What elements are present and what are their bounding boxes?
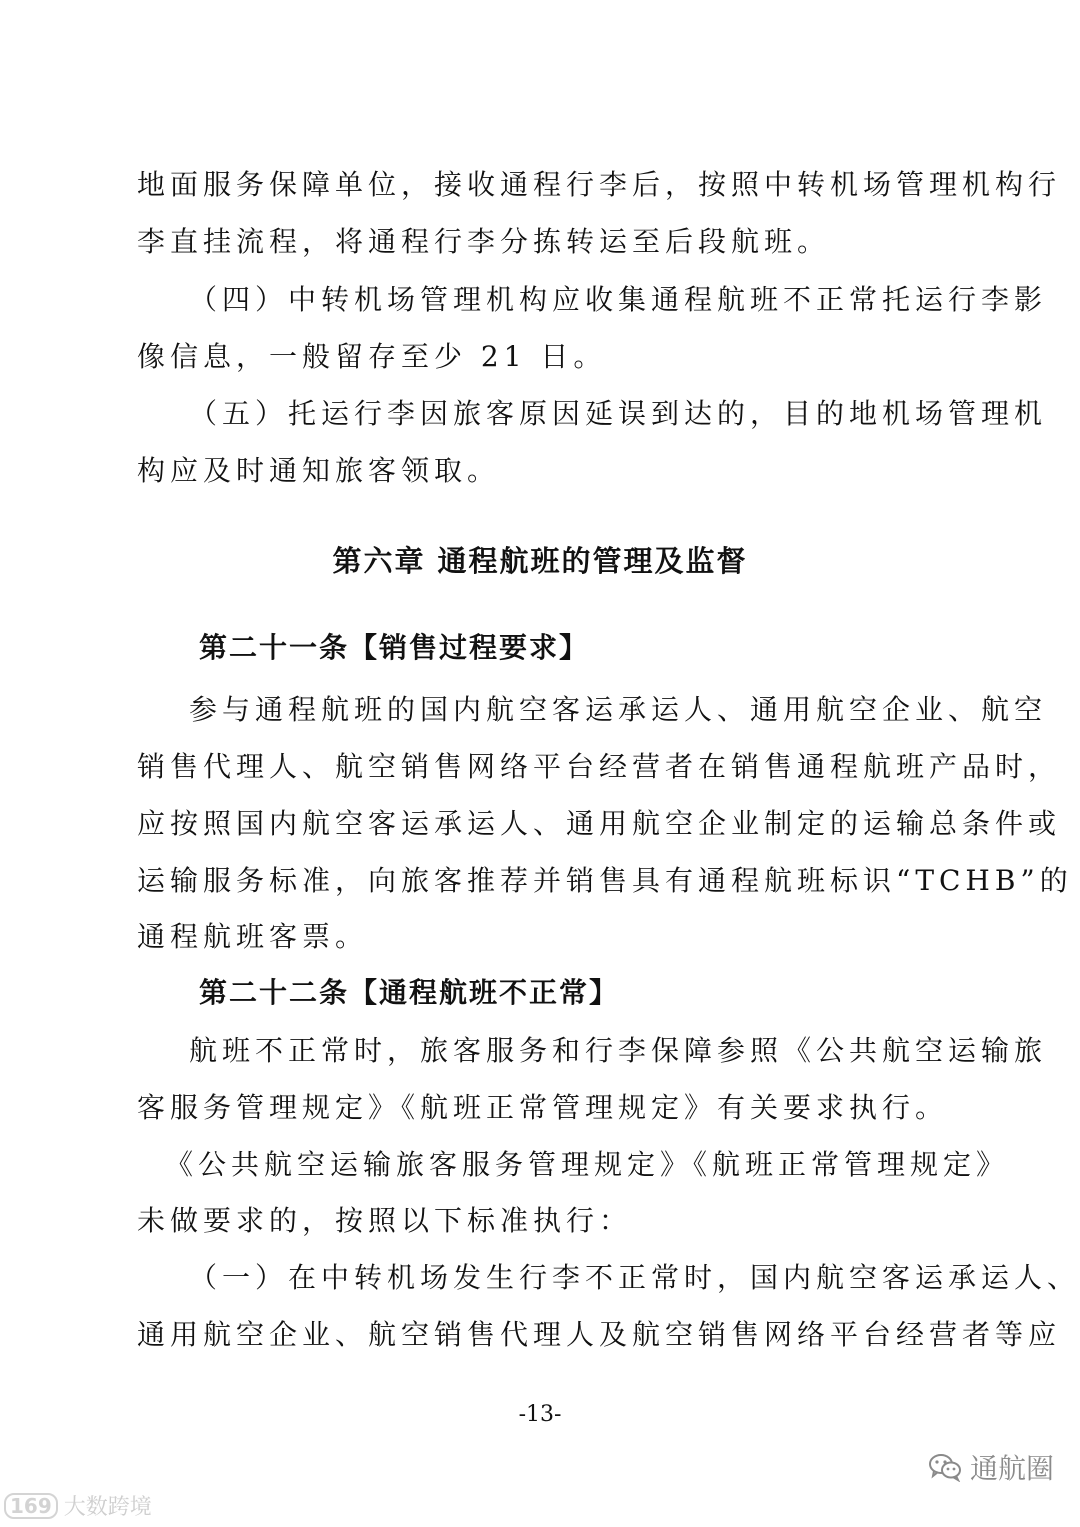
text-line: 参与通程航班的国内航空客运承运人、通用航空企业、航空 bbox=[189, 693, 1048, 726]
text-line: 客服务管理规定》《航班正常管理规定》有关要求执行。 bbox=[137, 1091, 949, 1124]
text-line: 通用航空企业、航空销售代理人及航空销售网络平台经营者等应 bbox=[137, 1318, 1062, 1351]
watermark-left-text: 大数跨境 bbox=[63, 1495, 152, 1520]
page-number: -13- bbox=[518, 1402, 562, 1427]
watermark-right bbox=[928, 1447, 1054, 1487]
text-line: 销售代理人、航空销售网络平台经营者在销售通程航班产品时， bbox=[137, 750, 1062, 783]
text-line: 运输服务标准，向旅客推荐并销售具有通程航班标识“TCHB”的 bbox=[137, 864, 1073, 897]
text-line: 像信息，一般留存至少 21 日。 bbox=[137, 340, 607, 373]
watermark-logo: 169 bbox=[4, 1493, 58, 1519]
text-line: （一）在中转机场发生行李不正常时，国内航空客运承运人、 bbox=[189, 1261, 1080, 1294]
wechat-icon bbox=[928, 1452, 962, 1482]
text-line: 通程航班客票。 bbox=[137, 920, 369, 953]
text-line: 未做要求的，按照以下标准执行： bbox=[137, 1204, 633, 1237]
watermark-left bbox=[4, 1490, 152, 1521]
text-line: 应按照国内航空客运承运人、通用航空企业制定的运输总条件或 bbox=[137, 807, 1062, 840]
article-22-heading: 第二十二条【通程航班不正常】 bbox=[199, 976, 620, 1009]
watermark-right-text: 通航圈 bbox=[969, 1452, 1054, 1485]
text-line: 航班不正常时，旅客服务和行李保障参照《公共航空运输旅 bbox=[189, 1034, 1048, 1067]
text-line: （四）中转机场管理机构应收集通程航班不正常托运行李影 bbox=[189, 283, 1048, 316]
text-line: 《公共航空运输旅客服务管理规定》《航班正常管理规定》 bbox=[165, 1148, 1010, 1181]
text-line: （五）托运行李因旅客原因延误到达的，目的地机场管理机 bbox=[189, 397, 1048, 430]
text-line: 地面服务保障单位，接收通程行李后，按照中转机场管理机构行 bbox=[137, 168, 1062, 201]
text-line: 李直挂流程，将通程行李分拣转运至后段航班。 bbox=[137, 225, 831, 258]
text-line: 构应及时通知旅客领取。 bbox=[137, 454, 501, 487]
article-21-heading: 第二十一条【销售过程要求】 bbox=[199, 631, 590, 664]
chapter-title: 第六章 通程航班的管理及监督 bbox=[332, 544, 748, 578]
